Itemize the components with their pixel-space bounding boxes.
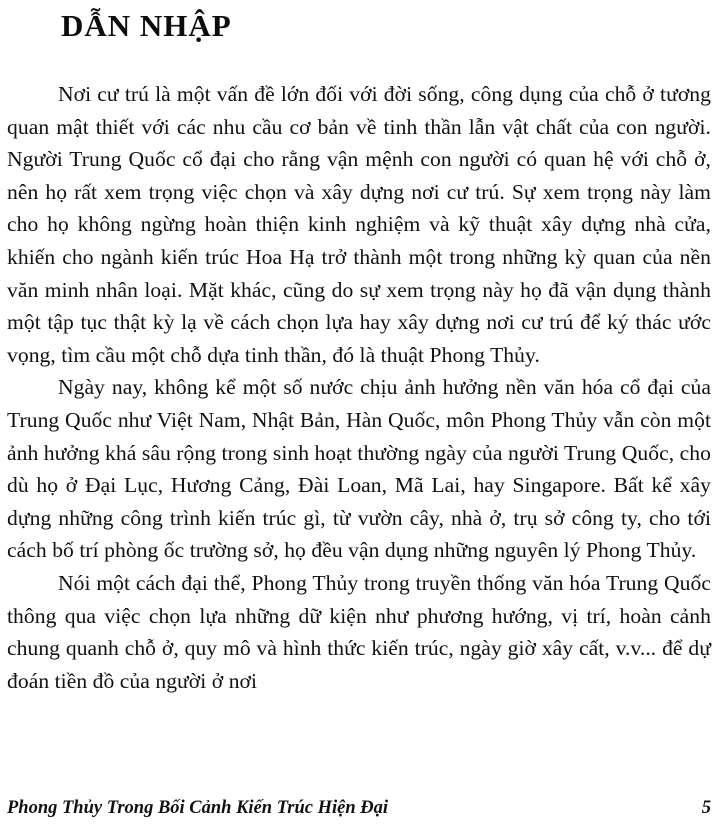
paragraph-1: Nơi cư trú là một vấn đề lớn đối với đời sống, công dụng của chỗ ở tương quan mật thiết với các nhu cầu cơ bản về tinh thần lẫn vật chất của con người. Người Trung Quốc cổ đại cho rằng vận mệnh con người có quan hệ với chỗ ở, nên họ rất xem trọng việc chọn và xây dựng nơi cư trú. Sự xem trọng này làm cho họ không ngừng hoàn thiện kinh nghiệm và kỹ thuật xây dựng nhà cửa, khiến cho ngành kiến trúc Hoa Hạ trở thành một trong những kỳ quan của nền văn minh nhân loại. Mặt khác, cũng do sự xem trọng này họ đã vận dụng thành một tập tục thật kỳ lạ về cách chọn lựa hay xây dựng nơi cư trú để ký thác ước vọng, tìm cầu một chỗ dựa tinh thần, đó là thuật Phong Thủy. <box>7 82 711 367</box>
paragraph-2: Ngày nay, không kể một số nước chịu ảnh hưởng nền văn hóa cổ đại của Trung Quốc như Việt Nam, Nhật Bản, Hàn Quốc, môn Phong Thủy vẫn còn một ảnh hưởng khá sâu rộng trong sinh hoạt thường ngày của người Trung Quốc, cho dù họ ở Đại Lục, Hương Cảng, Đài Loan, Mã Lai, hay Singapore. Bất kể xây dựng những công trình kiến trúc gì, từ vườn cây, nhà ở, trụ sở công ty, cho tới cách bố trí phòng ốc trường sở, họ đều vận dụng những nguyên lý Phong Thủy. <box>7 375 711 563</box>
running-footer-title: Phong Thủy Trong Bối Cảnh Kiến Trúc Hiện Đại <box>7 798 389 818</box>
chapter-title: DẪN NHẬP <box>61 8 232 43</box>
body-text <box>7 78 711 697</box>
page-number: 5 <box>701 798 711 818</box>
paragraph-3: Nói một cách đại thể, Phong Thủy trong truyền thống văn hóa Trung Quốc thông qua việc chọn lựa những dữ kiện như phương hướng, vị trí, hoàn cảnh chung quanh chỗ ở, quy mô và hình thức kiến trúc, ngày giờ xây cất, v.v... để dự đoán tiền đồ của người ở nơi <box>7 570 711 693</box>
